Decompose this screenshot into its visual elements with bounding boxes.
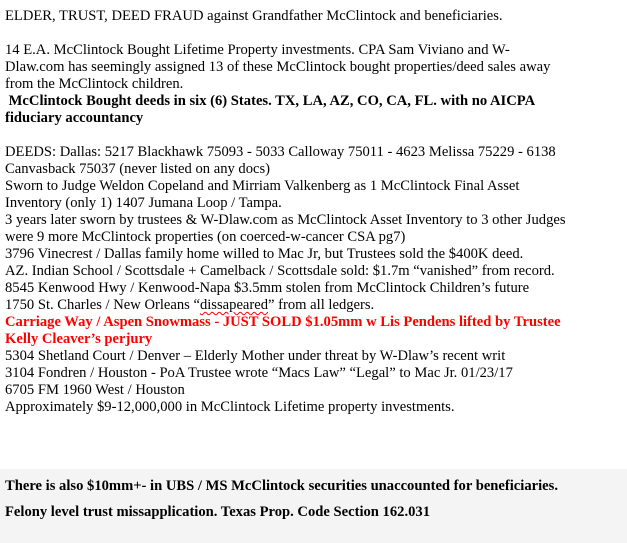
deeds-line: Canvasback 75037 (never listed on any docs) [5,161,271,177]
bold-statement-line: fiduciary accountancy [5,110,144,126]
red-alert-line: Kelly Cleaver’s perjury [5,331,153,347]
document-body [5,8,621,416]
deeds-line: AZ. Indian School / Scottsdale + Camelback / Scottsdale sold: $1.7m “vanished” from record. [5,263,555,279]
felony-note: Felony level trust missapplication. Texas Prop. Code Section 162.031 [5,504,430,520]
deeds-line: were 9 more McClintock properties (on coerced-w-cancer CSA pg7) [5,229,406,245]
securities-note: There is also $10mm+- in UBS / MS McClintock securities unaccounted for beneficiaries. [5,478,558,494]
bold-statement-line: McClintock Bought deeds in six (6) States. TX, LA, AZ, CO, CA, FL. with no AICPA [5,93,536,109]
deeds-line [5,297,621,314]
deeds-text: 1750 St. Charles / New Orleans “ [5,297,200,313]
deeds-text: ” from all ledgers. [268,297,375,313]
misspelled-word: dissapeared [199,297,269,313]
spacer [5,25,621,42]
deeds-line: Sworn to Judge Weldon Copeland and Mirriam Valkenberg as 1 McClintock Final Asset [5,178,520,194]
deeds-line: 8545 Kenwood Hwy / Kenwood-Napa $3.5mm stolen from McClintock Children’s future [5,280,530,296]
deeds-line: Inventory (only 1) 1407 Jumana Loop / Tampa. [5,195,282,211]
intro-line: 14 E.A. McClintock Bought Lifetime Property investments. CPA Sam Viviano and W- [5,42,510,58]
property-line: Approximately $9-12,000,000 in McClintock Lifetime property investments. [5,399,455,415]
deeds-line: 3 years later sworn by trustees & W-Dlaw.com as McClintock Asset Inventory to 3 other Judges [5,212,566,228]
footer-box [0,469,627,543]
property-line: 5304 Shetland Court / Denver – Elderly Mother under threat by W-Dlaw’s recent writ [5,348,506,364]
intro-line: from the McClintock children. [5,76,184,92]
spacer [5,127,621,144]
document-title: ELDER, TRUST, DEED FRAUD against Grandfather McClintock and beneficiaries. [5,8,503,24]
intro-line: Dlaw.com has seemingly assigned 13 of these McClintock bought properties/deed sales away [5,59,551,75]
property-line: 3104 Fondren / Houston - PoA Trustee wrote “Macs Law” “Legal” to Mac Jr. 01/23/17 [5,365,513,381]
red-alert-line: Carriage Way / Aspen Snowmass - JUST SOLD $1.05mm w Lis Pendens lifted by Trustee [5,314,561,330]
deeds-line: DEEDS: Dallas: 5217 Blackhawk 75093 - 5033 Calloway 75011 - 4623 Melissa 75229 - 6138 [5,144,556,160]
property-line: 6705 FM 1960 West / Houston [5,382,185,398]
deeds-line: 3796 Vinecrest / Dallas family home willed to Mac Jr, but Trustees sold the $400K deed. [5,246,524,262]
